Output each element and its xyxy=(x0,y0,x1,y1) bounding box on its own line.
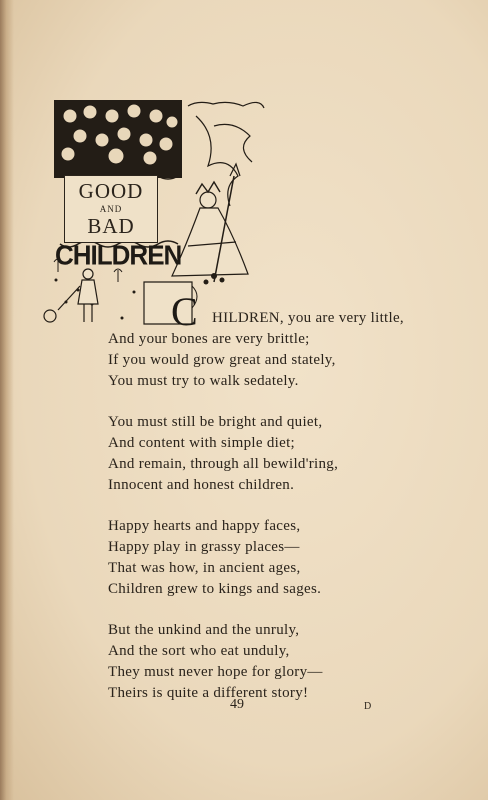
title-panel xyxy=(64,175,158,243)
poem-line: If you would grow great and stately, xyxy=(108,352,336,368)
poem-line: And your bones are very brittle; xyxy=(108,331,310,347)
poem-line: Theirs is quite a different story! xyxy=(108,685,309,701)
poem-line: Innocent and honest children. xyxy=(108,477,295,493)
title-bad: BAD xyxy=(87,214,135,238)
child-with-hoop xyxy=(44,269,98,322)
poem xyxy=(108,308,428,704)
poem-line: And the sort who eat unduly, xyxy=(108,643,290,659)
title-and: AND xyxy=(99,204,123,214)
poem-line: And remain, through all bewild'ring, xyxy=(108,456,339,472)
queen-figure xyxy=(172,102,264,282)
page-number: 49 xyxy=(230,697,244,712)
poem-line: Happy hearts and happy faces, xyxy=(108,518,301,534)
poem-line: Children grew to kings and sages. xyxy=(108,581,322,597)
stanza-2 xyxy=(108,412,428,496)
poem-line: Happy play in grassy places— xyxy=(108,539,300,555)
page-gutter-shadow xyxy=(0,0,14,800)
stanza-1 xyxy=(108,308,428,392)
signature-mark: D xyxy=(364,701,372,712)
stanza-3 xyxy=(108,516,428,600)
poem-line: They must never hope for glory— xyxy=(108,664,323,680)
poem-line: But the unkind and the unruly, xyxy=(108,622,300,638)
title-good: GOOD xyxy=(78,179,144,203)
title-children: CHILDREN xyxy=(55,239,182,271)
poem-line: HILDREN, you are very little, xyxy=(212,310,404,326)
poem-line: And content with simple diet; xyxy=(108,435,296,451)
stanza-4 xyxy=(108,620,428,704)
drop-cap: C xyxy=(171,289,198,334)
poem-line: That was how, in ancient ages, xyxy=(108,560,301,576)
poem-line: You must still be bright and quiet, xyxy=(108,414,323,430)
poem-line: You must try to walk sedately. xyxy=(108,373,299,389)
